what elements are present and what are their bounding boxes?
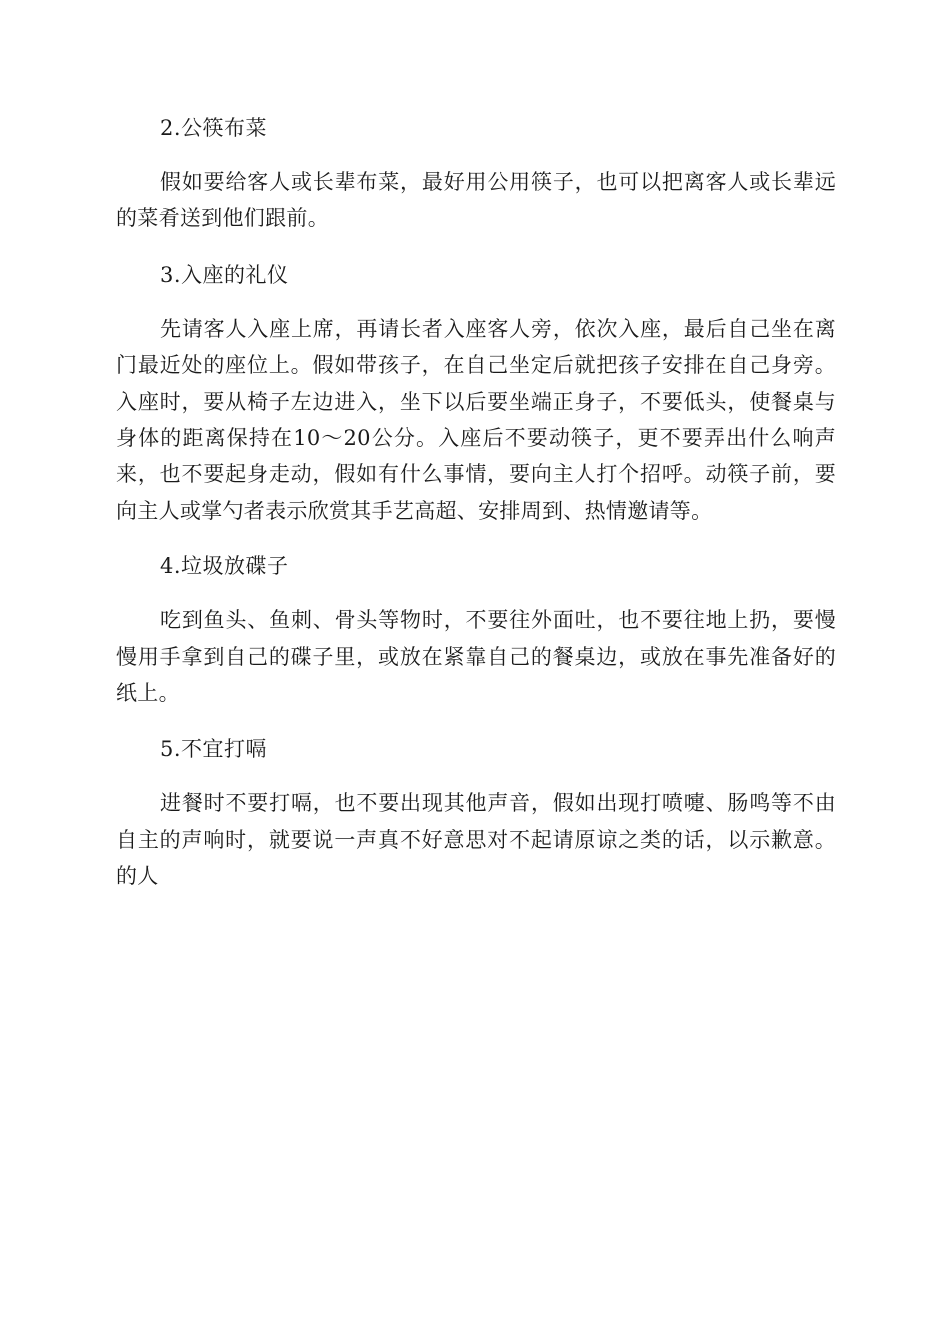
section-heading-no-burping: 5.不宜打嗝 <box>160 737 268 762</box>
section-body-public-chopsticks: 假如要给客人或长辈布菜，最好用公用筷子，也可以把离客人或长辈远的菜肴送到他们跟前。 <box>116 170 836 231</box>
section-heading-seating-etiquette: 3.入座的礼仪 <box>160 262 289 287</box>
section-heading-waste-on-plate: 4.垃圾放碟子 <box>160 554 289 579</box>
section-body-no-burping: 进餐时不要打嗝，也不要出现其他声音，假如出现打喷嚏、肠鸣等不由自主的声响时，就要说一声真不好意思对不起请原谅之类的话，以示歉意。的人 <box>116 791 836 889</box>
section-body-waste-on-plate: 吃到鱼头、鱼刺、骨头等物时，不要往外面吐，也不要往地上扔，要慢慢用手拿到自己的碟子里，或放在紧靠自己的餐桌边，或放在事先准备好的纸上。 <box>116 608 836 706</box>
document-page <box>116 110 836 895</box>
section-heading-public-chopsticks: 2.公筷布菜 <box>160 116 268 140</box>
section-body-seating-etiquette: 先请客人入座上席，再请长者入座客人旁，依次入座，最后自己坐在离门最近处的座位上。假如带孩子，在自己坐定后就把孩子安排在自己身旁。入座时，要从椅子左边进入，坐下以后要坐端正身子，不要低头，使餐桌与身体的距离保持在10～20公分。入座后不要动筷子，更不要弄出什么响声来，也不要起身走动，假如有什么事情，要向主人打个招呼。动筷子前，要向主人或掌勺者表示欣赏其手艺高超、安排周到、热情邀请等。 <box>116 316 836 523</box>
